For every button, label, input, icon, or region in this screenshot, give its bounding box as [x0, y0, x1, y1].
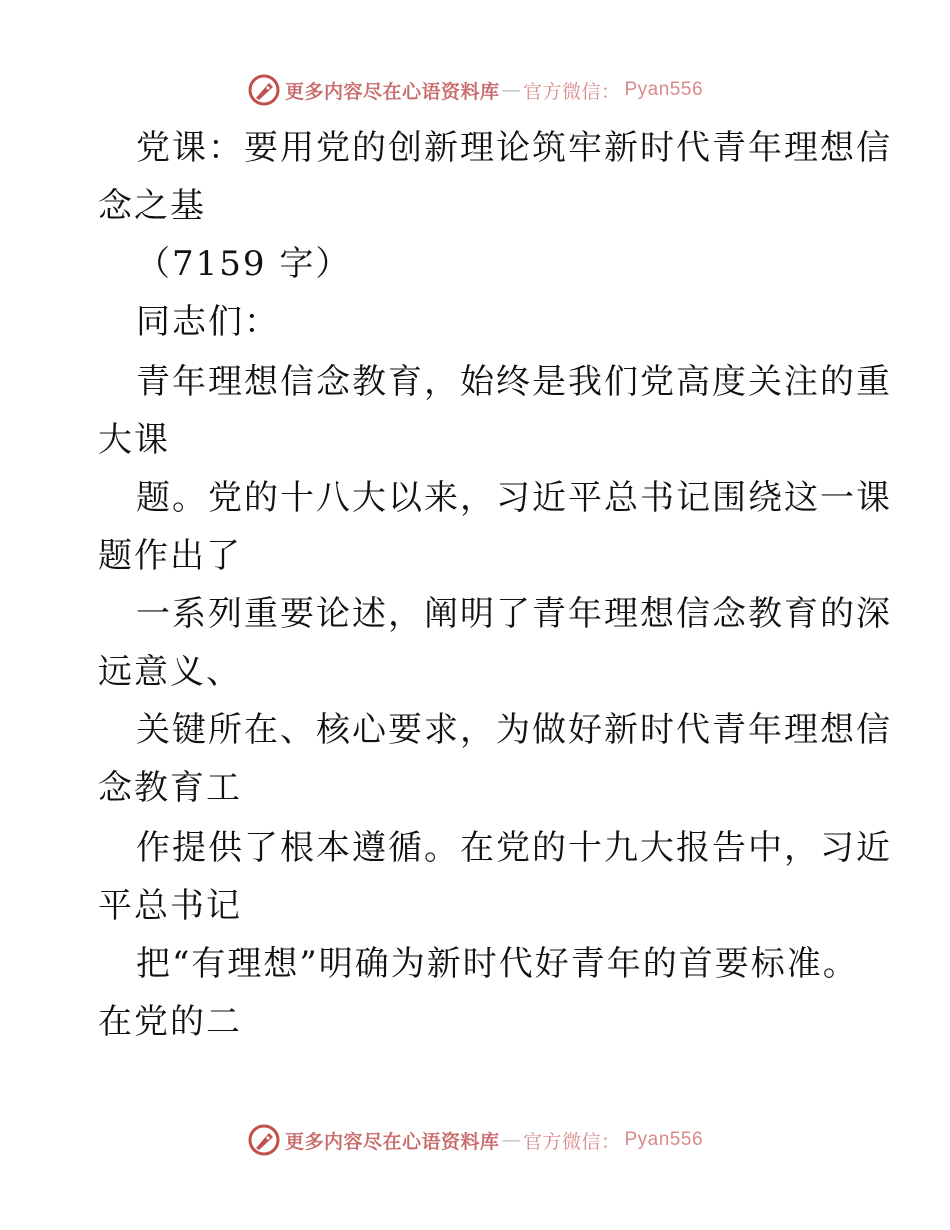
body-line: 平总书记: [98, 886, 242, 926]
banner-separator: —: [501, 1129, 521, 1151]
document-title-line-2: 念之基: [98, 186, 206, 226]
banner-wechat-id: Pyan556: [624, 1129, 704, 1150]
body-line: 念教育工: [98, 768, 242, 808]
body-line: 一系列重要论述，阐明了青年理想信念教育的深: [136, 594, 892, 634]
pen-nib-logo-icon: [247, 73, 281, 107]
body-line: 关键所在、核心要求，为做好新时代青年理想信: [136, 710, 892, 750]
pen-nib-logo-icon: [247, 1123, 281, 1157]
body-line: 题。党的十八大以来，习近平总书记围绕这一课: [136, 478, 892, 518]
header-banner: [0, 70, 950, 110]
body-line: 在党的二: [98, 1002, 242, 1042]
banner-wechat-label: 官方微信：: [522, 80, 621, 103]
body-line: 题作出了: [98, 536, 242, 576]
body-line: 大课: [98, 420, 170, 460]
banner-wechat-label: 官方微信：: [522, 1130, 621, 1153]
body-line: 作提供了根本遵循。在党的十九大报告中，习近: [136, 828, 892, 868]
document-title-line-1: 党课：要用党的创新理论筑牢新时代青年理想信: [136, 128, 892, 168]
word-count: （7159 字）: [136, 244, 352, 284]
salutation: 同志们：: [136, 302, 280, 342]
footer-banner: [0, 1120, 950, 1160]
banner-wechat-id: Pyan556: [624, 79, 704, 100]
body-line: 青年理想信念教育，始终是我们党高度关注的重: [136, 362, 892, 402]
banner-main-text: 更多内容尽在心语资料库: [284, 1130, 500, 1153]
body-line: 远意义、: [98, 652, 242, 692]
banner-separator: —: [501, 79, 521, 101]
banner-main-text: 更多内容尽在心语资料库: [284, 80, 500, 103]
body-line: 把“有理想”明确为新时代好青年的首要标准。: [136, 944, 859, 984]
